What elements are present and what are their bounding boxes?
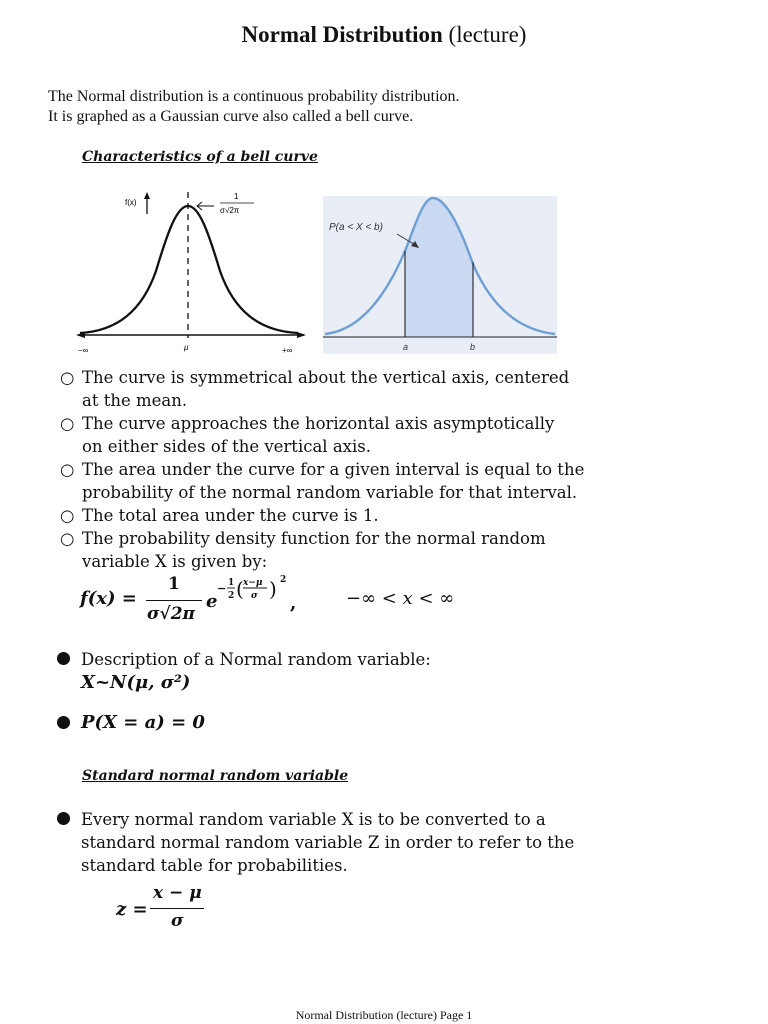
bullet-3-line-2: probability of the normal random variable for that interval. bbox=[82, 483, 578, 502]
list-item bbox=[60, 458, 660, 504]
bullet-2-line-2: on either sides of the vertical axis. bbox=[82, 437, 371, 456]
probability-area-figure bbox=[323, 196, 557, 354]
svg-text:1: 1 bbox=[228, 578, 235, 588]
z-denominator: σ bbox=[171, 911, 184, 931]
hollow-bullet-icon: ○ bbox=[60, 506, 75, 525]
pdf-exponent bbox=[217, 570, 295, 610]
hollow-bullet-icon: ○ bbox=[60, 414, 75, 433]
description-formula: X~N(μ, σ²) bbox=[81, 672, 191, 693]
standard-line-2: standard normal random variable Z in order to refer to the bbox=[81, 833, 575, 852]
a-label: a bbox=[403, 342, 409, 352]
pdf-numerator: 1 bbox=[168, 574, 180, 594]
hollow-bullet-icon: ○ bbox=[60, 460, 75, 479]
peak-numerator: 1 bbox=[234, 192, 239, 201]
pdf-fraction-bar bbox=[146, 600, 202, 601]
z-lhs: z = bbox=[116, 899, 148, 920]
right-arrow-icon bbox=[297, 332, 306, 338]
intro-line-1: The Normal distribution is a continuous probability distribution. bbox=[48, 88, 460, 105]
bell-curve-figure bbox=[72, 186, 308, 358]
heading-standard: Standard normal random variable bbox=[82, 768, 349, 784]
svg-text:x−μ: x−μ bbox=[243, 578, 263, 588]
svg-text:−: − bbox=[217, 582, 227, 595]
standard-line-1: Every normal random variable X is to be converted to a bbox=[81, 810, 546, 829]
bullet-1-line-2: at the mean. bbox=[82, 391, 188, 410]
heading-characteristics: Characteristics of a bell curve bbox=[82, 149, 318, 165]
bullet-5-line-2: variable X is given by: bbox=[82, 552, 268, 571]
list-item bbox=[60, 527, 660, 573]
mu-label: μ bbox=[184, 343, 189, 352]
hollow-bullet-icon: ○ bbox=[60, 529, 75, 548]
page-footer: Normal Distribution (lecture) Page 1 bbox=[295, 1008, 473, 1022]
svg-text:(: ( bbox=[236, 577, 244, 601]
standard-line-3: standard table for probabilities. bbox=[81, 856, 348, 875]
filled-bullet-icon bbox=[57, 716, 70, 729]
pdf-e: e bbox=[206, 591, 218, 612]
pdf-range: −∞ < x < ∞ bbox=[346, 588, 455, 609]
minus-infinity-label: −∞ bbox=[78, 346, 89, 355]
filled-bullet-icon bbox=[57, 812, 70, 825]
up-arrow-icon bbox=[144, 192, 150, 199]
characteristics-list bbox=[60, 366, 660, 573]
list-item bbox=[60, 504, 660, 527]
description-text: Description of a Normal random variable: bbox=[81, 650, 431, 669]
filled-bullet-icon bbox=[57, 652, 70, 665]
plus-infinity-label: +∞ bbox=[282, 346, 293, 355]
bullet-1-line-1: The curve is symmetrical about the vertical axis, centered bbox=[82, 368, 570, 387]
page-title bbox=[0, 22, 768, 48]
hollow-bullet-icon: ○ bbox=[60, 368, 75, 387]
pdf-denominator: σ√2π bbox=[147, 604, 195, 624]
list-item bbox=[60, 366, 660, 412]
probability-zero-formula: P(X = a) = 0 bbox=[81, 712, 205, 733]
bullet-3-line-1: The area under the curve for a given interval is equal to the bbox=[82, 460, 585, 479]
list-item bbox=[60, 412, 660, 458]
b-label: b bbox=[470, 342, 476, 352]
fx-label: f(x) bbox=[125, 198, 137, 207]
intro-line-2: It is graphed as a Gaussian curve also called a bell curve. bbox=[48, 108, 414, 125]
probability-label: P(a < X < b) bbox=[329, 222, 383, 233]
svg-text:2: 2 bbox=[280, 575, 287, 585]
svg-text:2: 2 bbox=[228, 591, 235, 601]
title-bold: Normal Distribution bbox=[241, 22, 443, 47]
bullet-4-line-1: The total area under the curve is 1. bbox=[82, 506, 379, 525]
peak-denominator: σ√2π bbox=[220, 206, 240, 215]
pdf-lhs: f(x) = bbox=[80, 588, 137, 609]
z-numerator: x − μ bbox=[153, 883, 202, 903]
svg-text:σ: σ bbox=[251, 591, 258, 601]
bullet-2-line-1: The curve approaches the horizontal axis asymptotically bbox=[82, 414, 555, 433]
svg-text:): ) bbox=[269, 577, 277, 601]
bell-curve bbox=[80, 206, 298, 333]
z-fraction-bar bbox=[150, 908, 204, 909]
title-rest: (lecture) bbox=[442, 22, 527, 47]
pdf-comma: , bbox=[290, 593, 297, 614]
bullet-5-line-1: The probability density function for the normal random bbox=[82, 529, 546, 548]
